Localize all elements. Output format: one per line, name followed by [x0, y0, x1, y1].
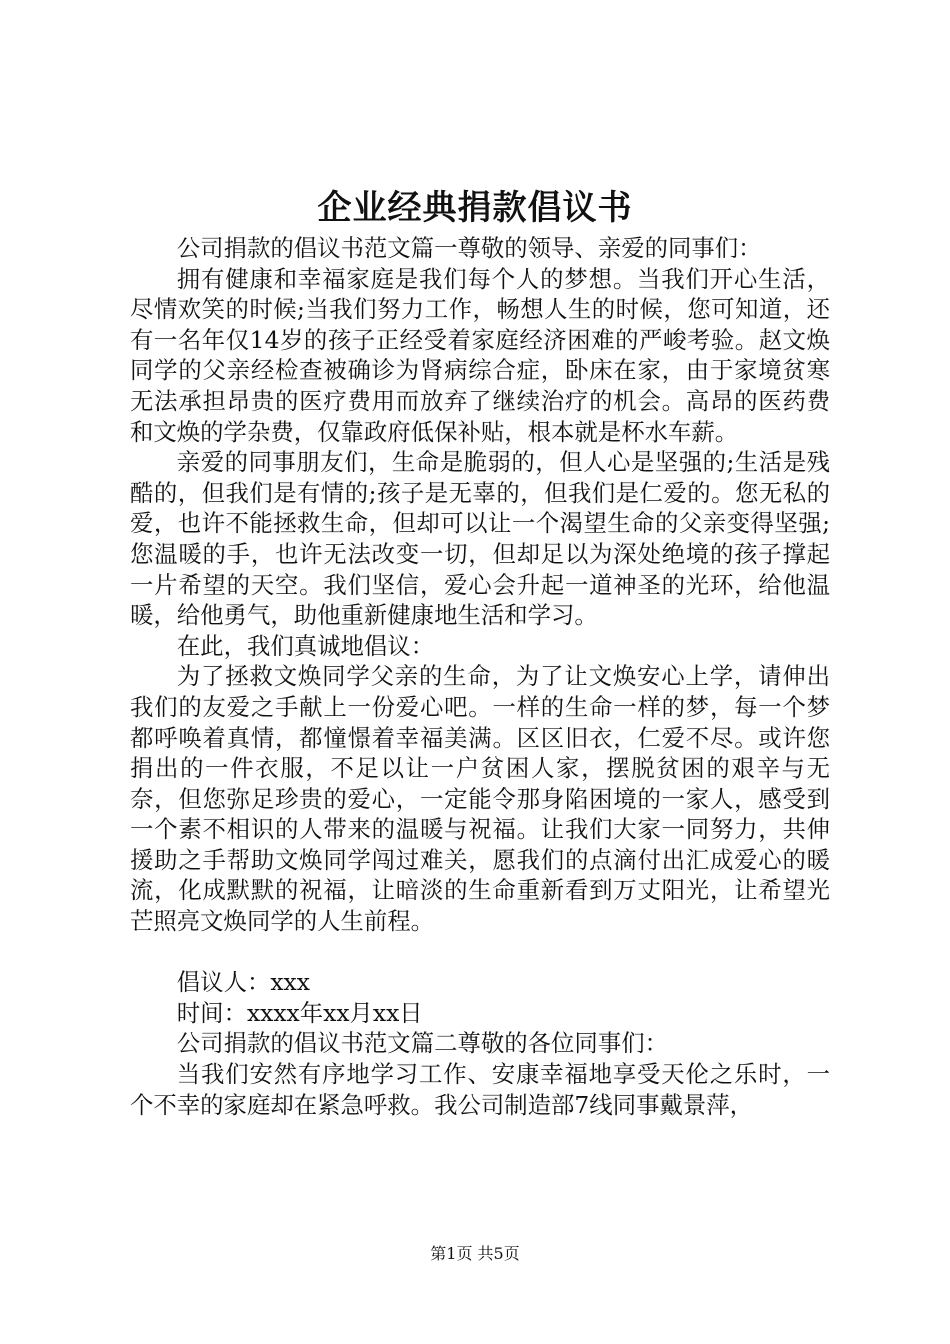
paragraph-appeal: 亲爱的同事朋友们，生命是脆弱的，但人心是坚强的;生活是残酷的，但我们是有情的;孩子是无辜的，但我们是仁爱的。您无私的爱，也许不能拯救生命，但却可以让一个渴望生命的父亲变得坚强;您温暖的手，也许无法改变一切，但却足以为深处绝境的孩子撑起一片希望的天空。我们坚信，爱心会升起一道神圣的光环，给他温暖，给他勇气，助他重新健康地生活和学习。 — [130, 448, 830, 630]
paragraph-salutation-1: 公司捐款的倡议书范文篇一尊敬的领导、亲爱的同事们： — [176, 234, 762, 262]
paragraph-salutation-2: 公司捐款的倡议书范文篇二尊敬的各位同事们： — [176, 1029, 668, 1058]
paragraph-gap — [130, 937, 830, 968]
signature-initiator: 倡议人：xxx — [176, 968, 310, 997]
paragraph-proposal-lead: 在此，我们真诚地倡议： — [176, 631, 435, 660]
signature-date: 时间：xxxx年xx月xx日 — [176, 998, 423, 1027]
paragraph-second-intro: 当我们安然有序地学习工作、安康幸福地享受天伦之乐时，一个不幸的家庭却在紧急呼救。我公司制造部7线同事戴景萍， — [130, 1060, 830, 1119]
page-footer: 第1页 共5页 — [430, 1244, 520, 1263]
document-body — [130, 233, 830, 1120]
paragraph-intro: 拥有健康和幸福家庭是我们每个人的梦想。当我们开心生活，尽情欢笑的时候;当我们努力工作，畅想人生的时候，您可知道，还有一名年仅14岁的孩子正经受着家庭经济困难的严峻考验。赵文焕同学的父亲经检查被确诊为肾病综合症，卧床在家，由于家境贫寒无法承担昂贵的医疗费用而放弃了继续治疗的机会。高昂的医药费和文焕的学杂费，仅靠政府低保补贴，根本就是杯水车薪。 — [130, 264, 830, 446]
document-title: 企业经典捐款倡议书 — [317, 188, 633, 228]
paragraph-proposal: 为了拯救文焕同学父亲的生命，为了让文焕安心上学，请伸出我们的友爱之手献上一份爱心吧。一样的生命一样的梦，每一个梦都呼唤着真情，都憧憬着幸福美满。区区旧衣，仁爱不尽。或许您捐出的一件衣服，不足以让一户贫困人家，摆脱贫困的艰辛与无奈，但您弥足珍贵的爱心，一定能令那身陷困境的一家人，感受到一个素不相识的人带来的温暖与祝福。让我们大家一同努力，共伸援助之手帮助文焕同学闯过难关，愿我们的点滴付出汇成爱心的暖流，化成默默的祝福，让暗淡的生命重新看到万丈阳光，让希望光芒照亮文焕同学的人生前程。 — [130, 662, 830, 936]
